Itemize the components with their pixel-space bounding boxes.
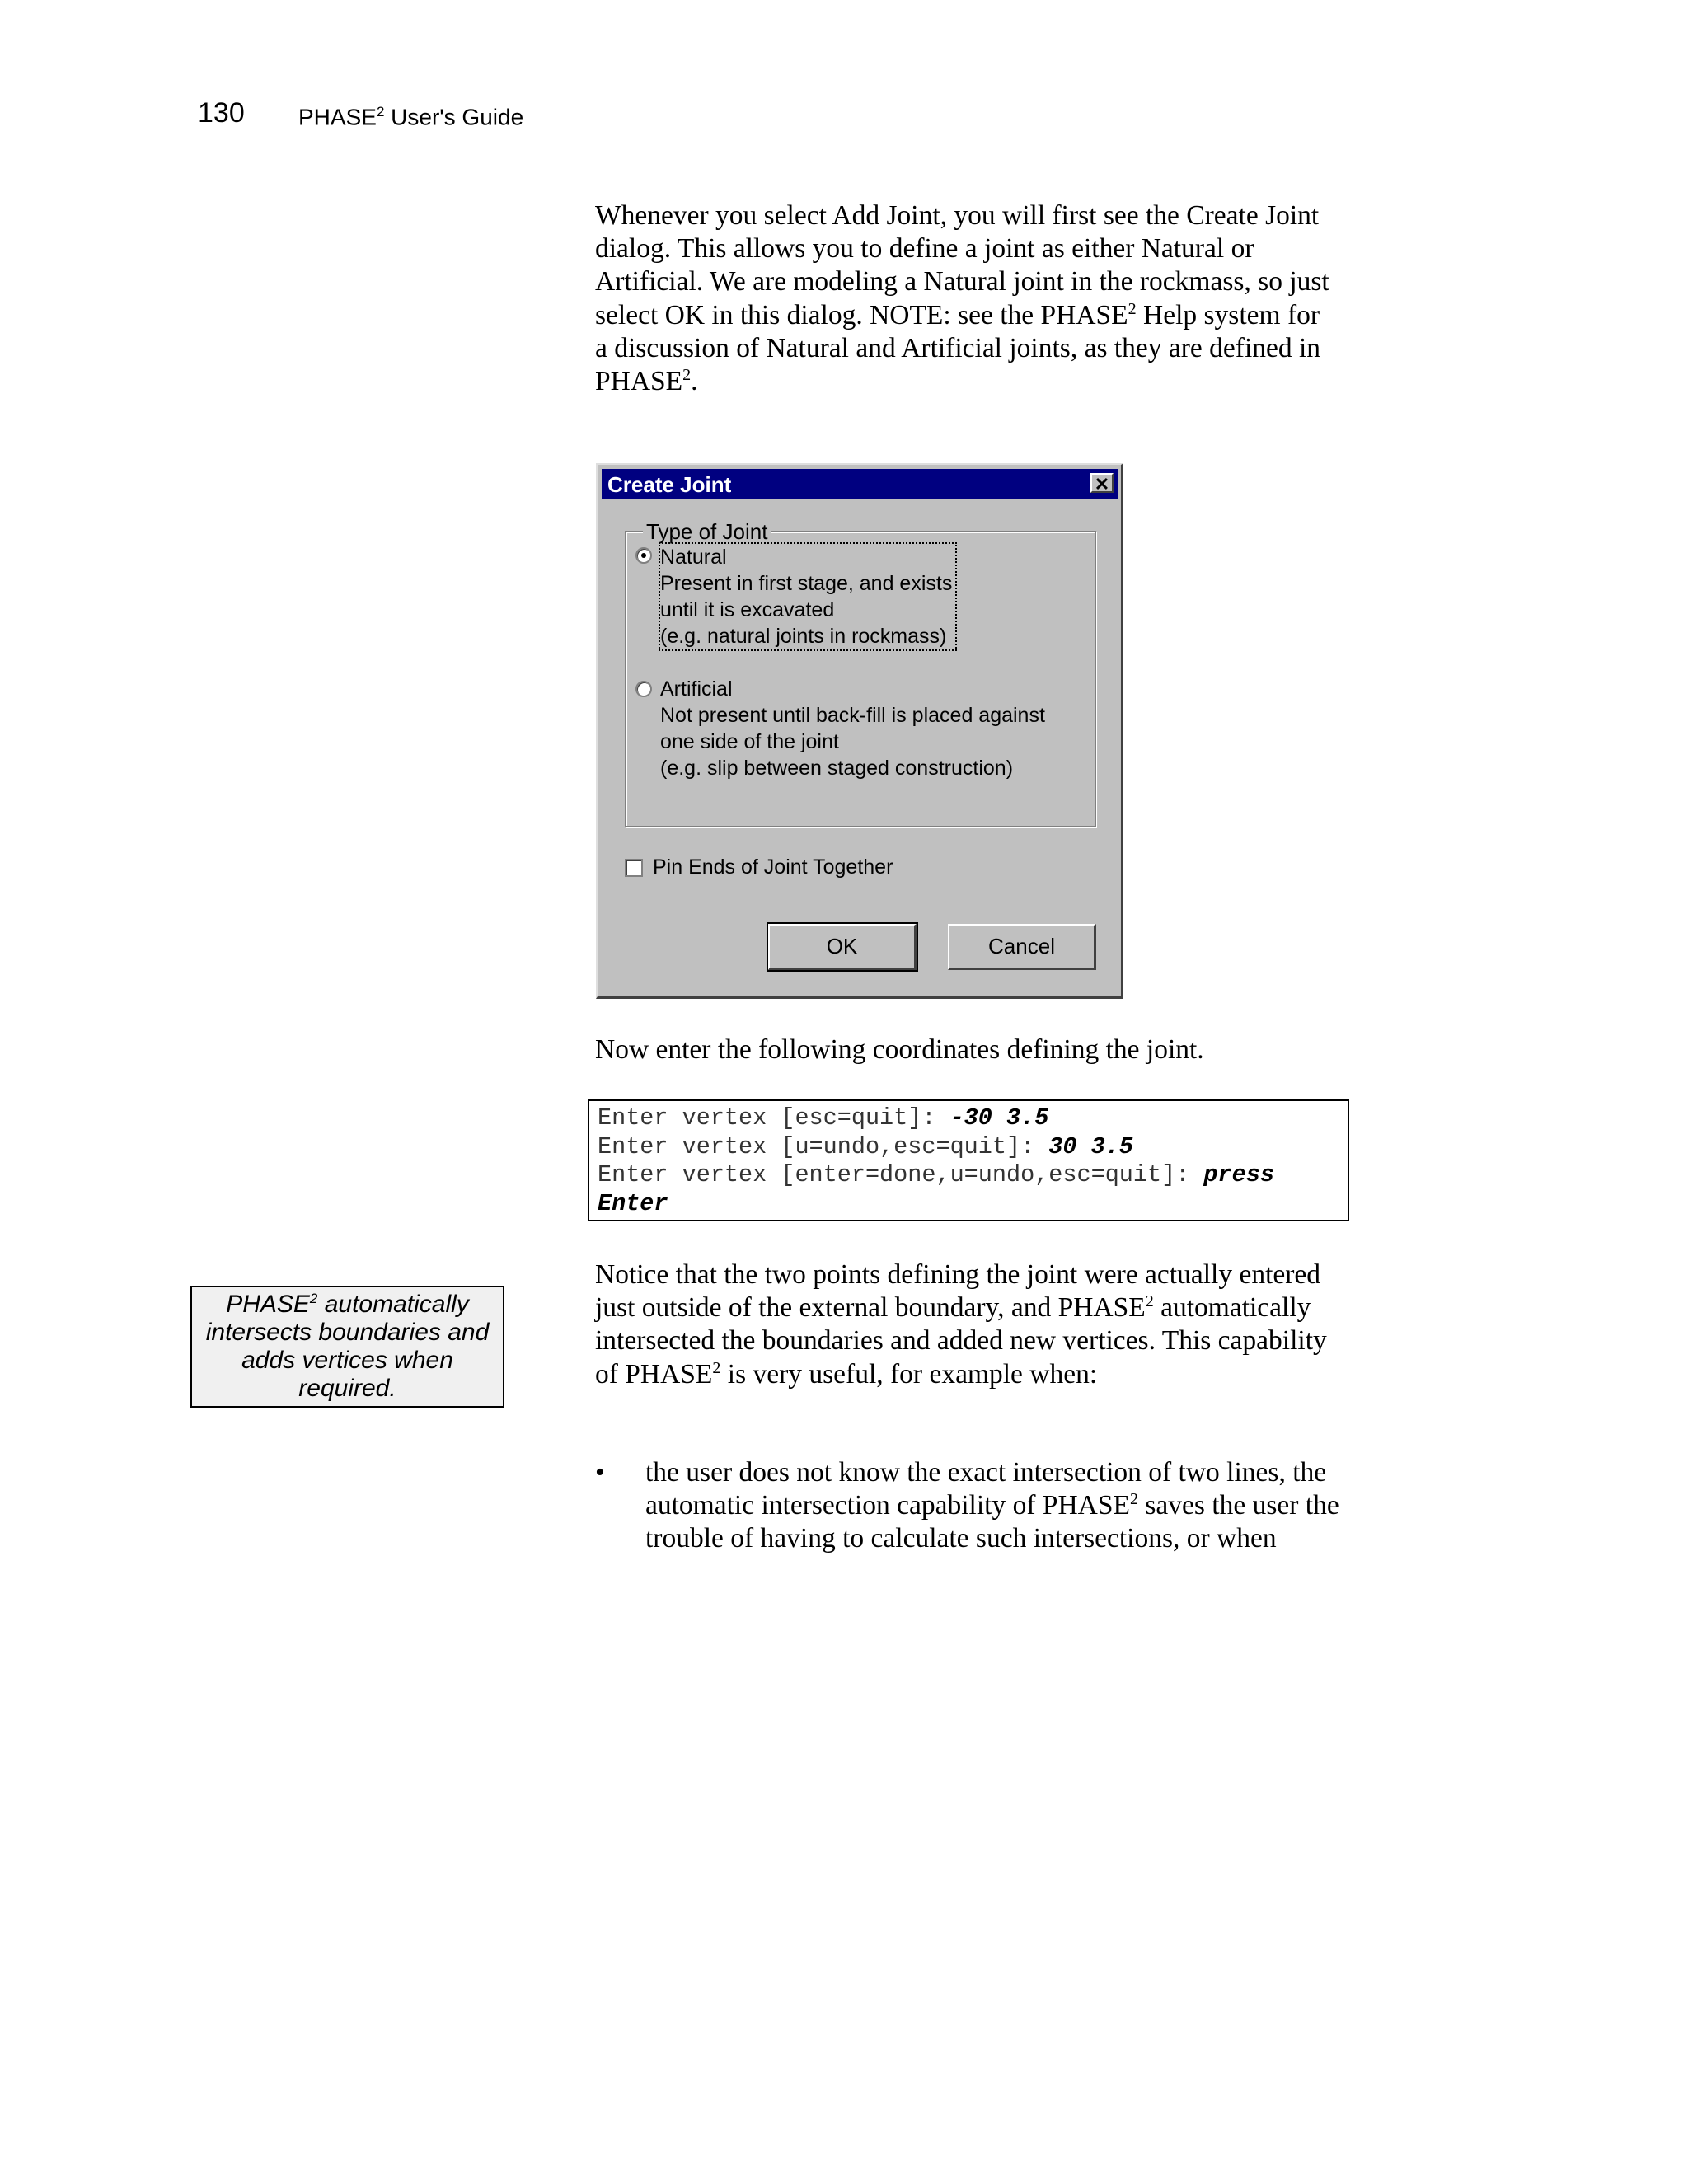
artificial-radio[interactable] <box>635 681 652 697</box>
natural-desc-3: (e.g. natural joints in rockmass) <box>660 625 947 648</box>
superscript: 2 <box>712 1358 721 1377</box>
paragraph-text: automatically intersected the boundaries and added new vertices. This capability of PHASE <box>595 1292 1327 1390</box>
note-text: automatically intersects boundaries and adds vertices when required. <box>205 1291 490 1402</box>
guide-title-sup: 2 <box>376 104 385 120</box>
superscript: 2 <box>682 365 692 384</box>
paragraph-text: Help system for a discussion of Natural and Artificial joints, as they are defined in PHASE <box>595 299 1321 397</box>
guide-title <box>298 104 523 130</box>
cancel-button[interactable]: Cancel <box>948 924 1096 970</box>
natural-desc-1: Present in first stage, and exists <box>660 572 953 595</box>
note-text: PHASE <box>226 1291 310 1318</box>
superscript: 2 <box>1145 1292 1154 1311</box>
code-prompt-3: Enter vertex [enter=done,u=undo,esc=quit]: <box>598 1161 1204 1188</box>
dialog-title: Create Joint <box>607 472 732 497</box>
code-input-2: 30 3.5 <box>1048 1132 1133 1160</box>
page-number: 130 <box>198 97 245 129</box>
paragraph-text: is very useful, for example when: <box>720 1358 1098 1390</box>
artificial-option[interactable] <box>660 676 1045 781</box>
code-input-3: press <box>1203 1161 1274 1188</box>
paragraph-enter-coordinates: Now enter the following coordinates defining the joint. <box>595 1034 1204 1065</box>
paragraph-add-joint <box>595 199 1337 398</box>
bullet-dot: • <box>595 1457 605 1488</box>
guide-title-main: PHASE <box>298 104 377 130</box>
bullet-text <box>645 1456 1354 1556</box>
code-prompt-2: Enter vertex [u=undo,esc=quit]: <box>598 1132 1049 1160</box>
artificial-desc-3: (e.g. slip between staged construction) <box>660 757 1014 780</box>
joint-type-group <box>625 519 1096 827</box>
natural-title: Natural <box>660 546 727 569</box>
code-prompt-1: Enter vertex [esc=quit]: <box>598 1104 950 1132</box>
dialog-titlebar <box>602 469 1118 499</box>
natural-focus-box <box>659 542 957 651</box>
natural-radio[interactable] <box>635 547 652 564</box>
bullet-text-part: saves the user the trouble of having to calculate such intersections, or when <box>645 1490 1339 1554</box>
pin-ends-label[interactable]: Pin Ends of Joint Together <box>653 855 893 879</box>
artificial-desc-1: Not present until back-fill is placed against <box>660 704 1045 727</box>
natural-option[interactable] <box>659 542 957 651</box>
guide-title-rest: User's Guide <box>384 104 524 130</box>
paragraph-text: Notice that the two points defining the joint were actually entered just outside of the external boundary, and PHASE <box>595 1259 1321 1324</box>
artificial-desc-2: one side of the joint <box>660 730 839 753</box>
bullet-text-part: the user does not know the exact intersection of two lines, the automatic intersection capability of PHASE <box>645 1457 1327 1521</box>
margin-note <box>190 1286 504 1408</box>
natural-desc-2: until it is excavated <box>660 598 835 621</box>
superscript: 2 <box>1129 1490 1138 1509</box>
pin-ends-checkbox[interactable] <box>625 859 643 877</box>
superscript: 2 <box>1128 299 1137 318</box>
paragraph-text: . <box>691 366 698 397</box>
superscript: 2 <box>309 1291 318 1306</box>
command-input-box <box>588 1099 1349 1221</box>
code-input-1: -30 3.5 <box>950 1104 1049 1132</box>
paragraph-text: Whenever you select Add Joint, you will first see the Create Joint dialog. This allows you to define a joint as either Natural or Artificial. We are modeling a Natural joint in the rockmass, so just select OK in this dialog. NOTE: see the PHASE <box>595 200 1329 330</box>
joint-type-group-label: Type of Joint <box>643 519 771 545</box>
artificial-title: Artificial <box>660 677 733 701</box>
ok-button[interactable]: OK <box>768 924 917 970</box>
paragraph-notice <box>595 1258 1337 1391</box>
close-icon[interactable]: ✕ <box>1090 473 1114 493</box>
code-input-4: Enter <box>598 1189 668 1217</box>
create-joint-dialog <box>596 463 1123 999</box>
